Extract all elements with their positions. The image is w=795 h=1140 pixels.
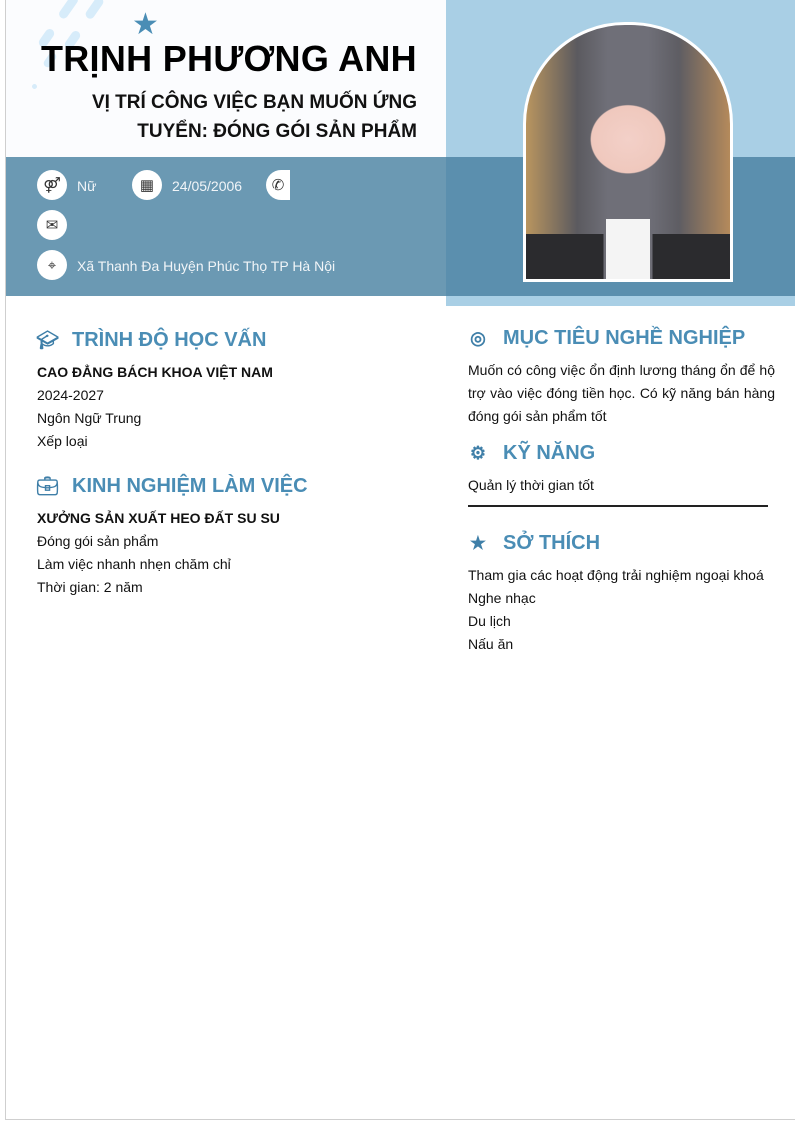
objective-text: Muốn có công việc ổn định lương tháng ổn để hộ trợ vào việc đóng tiền học. Có kỹ năng bán hàng đóng gói sản phẩm tốt <box>468 362 775 424</box>
hobbies-heading <box>467 532 600 555</box>
gender-icon: ⚤ <box>37 170 67 200</box>
skill-item: Quản lý thời gian tốt <box>468 477 594 493</box>
experience-line: Đóng gói sản phẩm <box>37 533 159 549</box>
skills-body <box>468 474 594 497</box>
phone-icon: ✆ <box>266 170 290 200</box>
skills-heading <box>467 442 595 465</box>
target-icon: ◎ <box>470 328 486 348</box>
hobbies-body <box>468 564 764 656</box>
profile-photo <box>523 22 733 282</box>
hobby-item: Du lịch <box>468 613 511 629</box>
experience-line: Làm việc nhanh nhẹn chăm chỉ <box>37 556 231 572</box>
education-body <box>37 361 273 453</box>
experience-line: Thời gian: 2 năm <box>37 579 143 595</box>
email-icon: ✉ <box>37 210 67 240</box>
company-name: XƯỞNG SẢN XUẤT HEO ĐẤT SU SU <box>37 510 280 526</box>
divider <box>468 505 768 507</box>
candidate-name: TRỊNH PHƯƠNG ANH <box>40 38 417 79</box>
calendar-icon: ▦ <box>132 170 162 200</box>
education-grade: Xếp loại <box>37 433 88 449</box>
hobbies-heading-text: SỞ THÍCH <box>503 532 601 554</box>
gear-icon: ⚙ <box>469 443 487 463</box>
objective-heading-text: MỤC TIÊU NGHỀ NGHIỆP <box>503 327 746 349</box>
location-pin-icon: ⌖ <box>37 250 67 280</box>
school-name: CAO ĐẲNG BÁCH KHOA VIỆT NAM <box>37 364 273 380</box>
star-icon: ★ <box>469 533 487 553</box>
education-major: Ngôn Ngữ Trung <box>37 410 142 426</box>
address-value: Xã Thanh Đa Huyện Phúc Thọ TP Hà Nội <box>77 258 336 274</box>
education-years: 2024-2027 <box>37 387 104 403</box>
skills-heading-text: KỸ NĂNG <box>503 442 596 464</box>
star-decoration-icon: ★ <box>132 8 159 41</box>
experience-body <box>37 507 280 599</box>
hobby-item: Nấu ăn <box>468 636 514 652</box>
experience-heading-text: KINH NGHIỆM LÀM VIỆC <box>72 475 308 497</box>
job-title: VỊ TRÍ CÔNG VIỆC BẠN MUỐN ỨNG TUYỂN: ĐÓNG GÓI SẢN PHẨM <box>91 92 417 142</box>
objective-heading <box>467 327 745 350</box>
experience-heading <box>36 475 308 498</box>
cv-page <box>5 0 795 1120</box>
education-heading-text: TRÌNH ĐỘ HỌC VẤN <box>72 329 267 351</box>
hobby-item: Nghe nhạc <box>468 590 536 606</box>
gender-value: Nữ <box>77 178 97 194</box>
graduation-cap-icon: 🎓︎ <box>36 330 59 350</box>
education-heading <box>36 329 266 352</box>
briefcase-icon: 💼︎ <box>36 476 59 496</box>
hobby-item: Tham gia các hoạt động trải nghiệm ngoại khoá <box>468 567 764 583</box>
birthdate-value: 24/05/2006 <box>172 178 243 194</box>
